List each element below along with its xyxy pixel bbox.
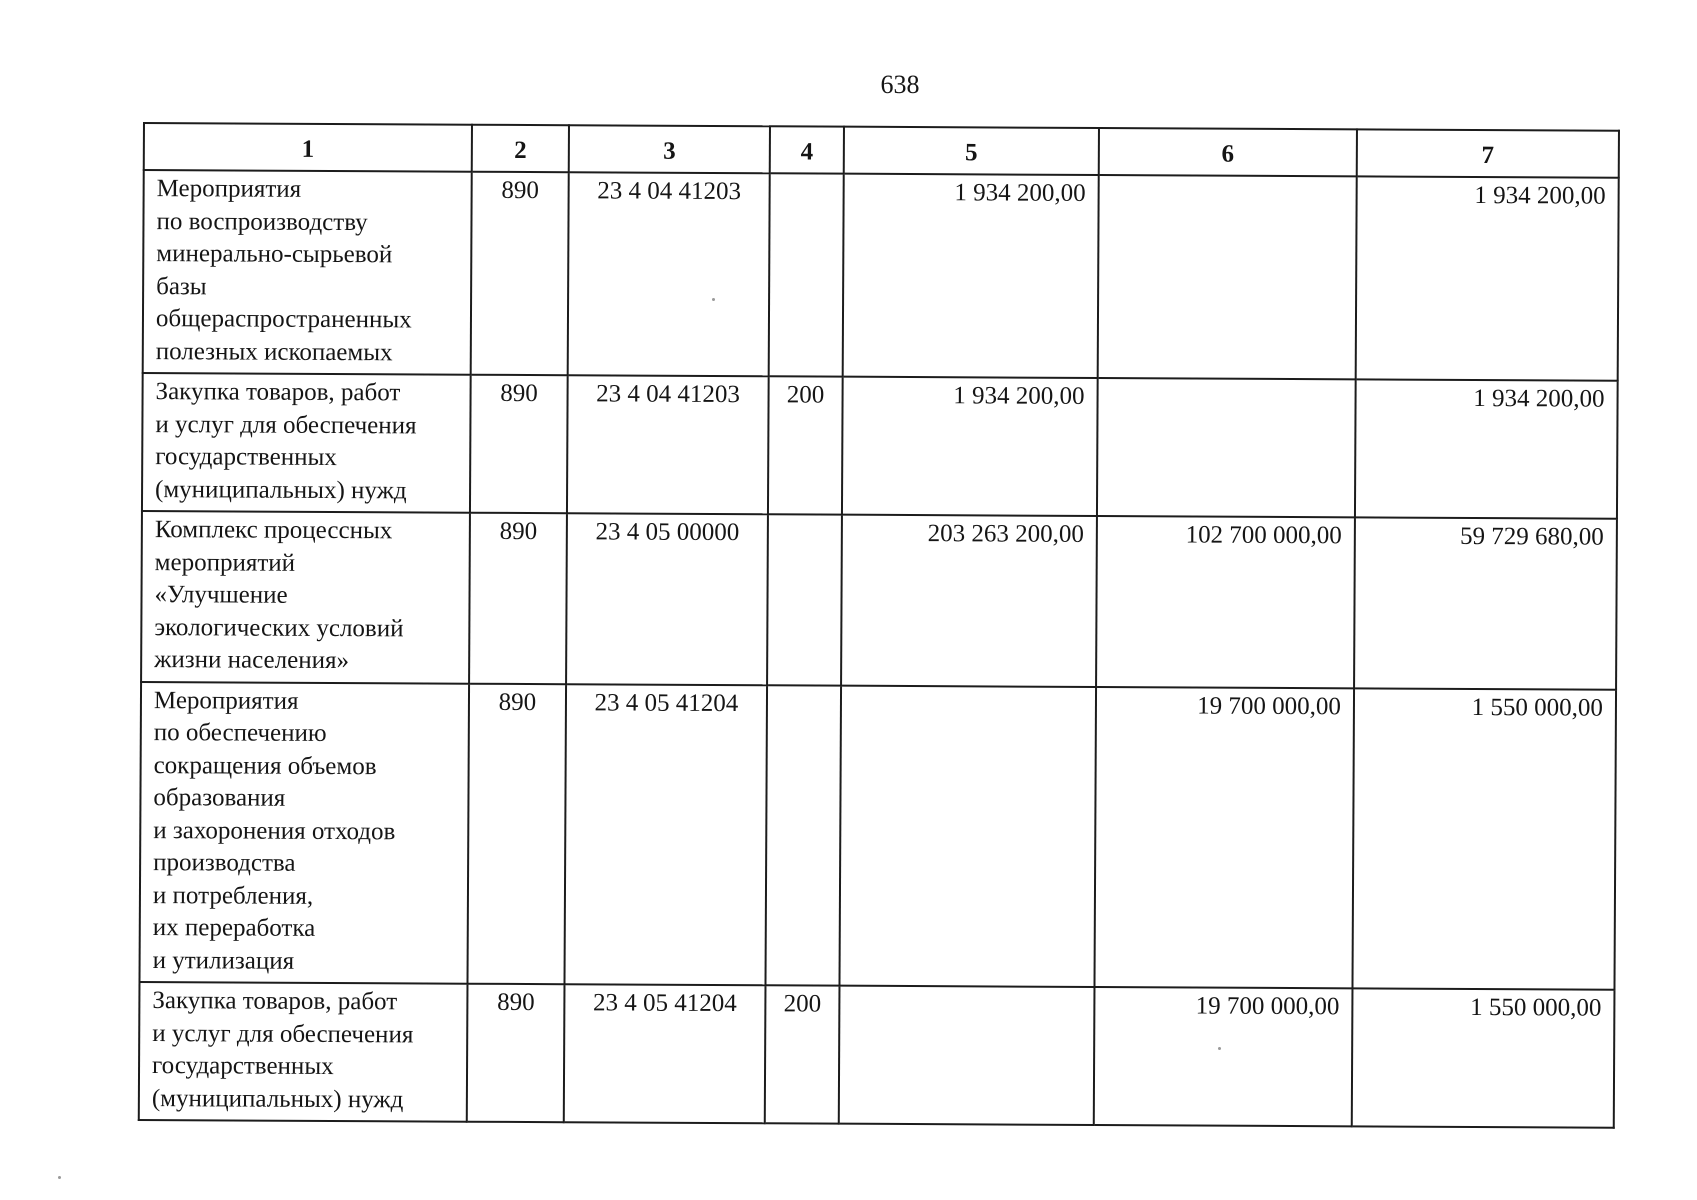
row-name-cell (141, 511, 470, 683)
budget-table (138, 122, 1620, 1129)
row-sum-col6 (1098, 175, 1357, 379)
scan-speck (58, 1176, 61, 1179)
scan-speck (1218, 1047, 1221, 1050)
row-sum-col7: 1 934 200,00 (1355, 379, 1618, 518)
row-target: 23 4 04 41203 (568, 172, 770, 376)
row-type (769, 173, 844, 376)
row-name-cell (142, 373, 471, 513)
row-name: Мероприятия по воспроизводству минерально-сырьевой базы общераспространенных полезных ископаемых (155, 175, 412, 366)
table-row (139, 681, 1616, 989)
table-row (139, 982, 1615, 1128)
row-target: 23 4 04 41203 (567, 375, 769, 514)
row-sum-col6: 19 700 000,00 (1094, 686, 1354, 988)
table-row (141, 511, 1617, 689)
row-target: 23 4 05 00000 (566, 513, 768, 685)
row-sum-col5 (839, 986, 1095, 1125)
table-row (142, 373, 1618, 519)
row-name-cell (139, 681, 469, 983)
table-row (143, 170, 1619, 381)
row-name: Мероприятия по обеспечению сокращения объемов образования и захоронения отходов производства и потребления, их переработка и утилизация (152, 686, 396, 975)
row-type: 200 (765, 985, 840, 1123)
row-sum-col5: 1 934 200,00 (842, 377, 1098, 516)
page-number: 638 (880, 70, 920, 99)
column-header-5: 5 (844, 127, 1099, 175)
row-type: 200 (768, 376, 843, 514)
column-header-4: 4 (770, 126, 844, 173)
row-sum-col7: 1 934 200,00 (1356, 176, 1619, 380)
row-code: 890 (467, 683, 566, 984)
row-sum-col7: 1 550 000,00 (1352, 688, 1616, 990)
column-header-6: 6 (1099, 128, 1357, 176)
row-sum-col6: 19 700 000,00 (1094, 987, 1353, 1126)
row-sum-col6: 102 700 000,00 (1096, 516, 1355, 688)
column-header-3: 3 (569, 125, 770, 173)
row-sum-col7: 1 550 000,00 (1352, 988, 1615, 1127)
scan-speck (712, 298, 715, 301)
row-name: Комплекс процессных мероприятий «Улучшение экологических условий жизни населения» (154, 516, 404, 675)
row-target: 23 4 05 41204 (564, 684, 767, 986)
row-sum-col5: 1 934 200,00 (843, 174, 1099, 378)
row-name: Закупка товаров, работ и услуг для обеспечения государственных (муниципальных) нужд (151, 987, 414, 1113)
row-name: Закупка товаров, работ и услуг для обеспечения государственных (муниципальных) нужд (155, 378, 417, 504)
row-code: 890 (469, 513, 567, 684)
row-sum-col5 (839, 685, 1096, 987)
row-code: 890 (467, 984, 565, 1123)
row-name-cell (139, 982, 468, 1122)
row-type (765, 685, 841, 986)
row-sum-col7: 59 729 680,00 (1354, 517, 1617, 689)
table-header-row (144, 123, 1619, 178)
row-sum-col5: 203 263 200,00 (841, 515, 1097, 687)
row-name-cell (143, 170, 472, 375)
row-target: 23 4 05 41204 (564, 984, 766, 1123)
row-type (767, 514, 842, 685)
column-header-2: 2 (472, 125, 569, 173)
column-header-7: 7 (1357, 129, 1619, 177)
row-code: 890 (470, 375, 568, 514)
row-code: 890 (471, 172, 569, 376)
column-header-1: 1 (144, 123, 472, 172)
row-sum-col6 (1097, 378, 1356, 517)
